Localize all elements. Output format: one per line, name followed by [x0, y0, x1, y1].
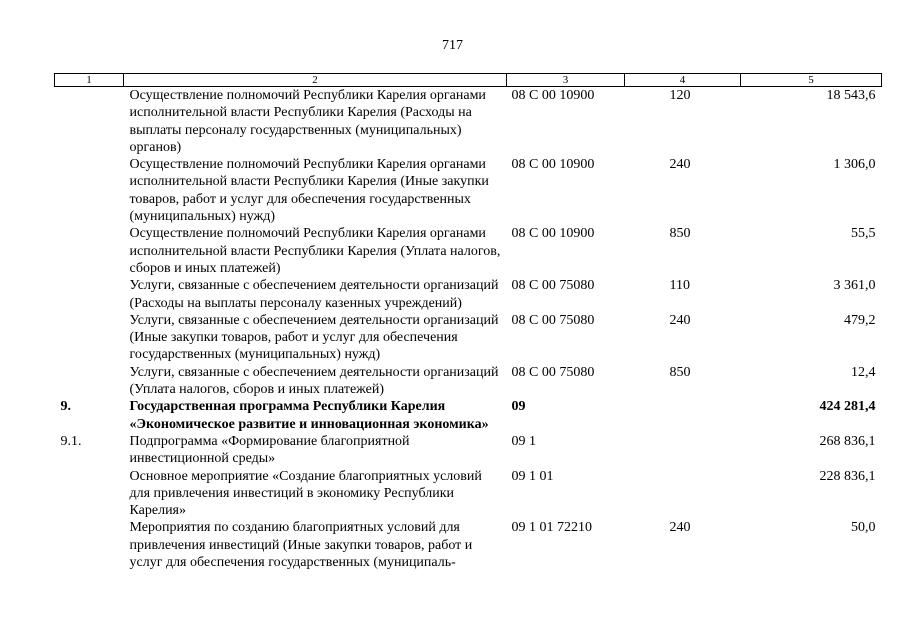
- header-col-3: 3: [507, 74, 625, 87]
- table-row: [55, 156, 882, 225]
- row-amount: 3 361,0: [833, 278, 876, 294]
- table-row: [55, 277, 882, 312]
- table-row: [55, 312, 882, 364]
- header-col-4: 4: [625, 74, 741, 87]
- row-number: [55, 156, 124, 225]
- row-number: [55, 519, 124, 571]
- row-amount: 228 836,1: [819, 468, 876, 484]
- row-name: Подпрограмма «Формирование благоприятной инвестиционной среды»: [129, 433, 410, 467]
- row-type: 850: [669, 364, 691, 380]
- table-body: [55, 87, 882, 572]
- row-number: [55, 277, 124, 312]
- row-number: 9.: [60, 399, 71, 415]
- row-amount: 55,5: [851, 226, 876, 242]
- row-type: 120: [669, 88, 691, 103]
- row-name: Основное мероприятие «Создание благоприятных условий для привлечения инвестиций в экономику Республики Карелия»: [129, 468, 482, 519]
- row-name: Мероприятия по созданию благоприятных условий для привлечения инвестиций (Иные закупки товаров, работ и услуг для обеспечения государственных (муниципаль-: [129, 520, 473, 571]
- row-amount: 424 281,4: [819, 399, 876, 415]
- row-type: [625, 468, 741, 520]
- table-header: [55, 74, 882, 87]
- row-type: [625, 398, 741, 433]
- row-type: 240: [669, 312, 691, 328]
- header-row: [55, 74, 882, 87]
- row-number: [55, 468, 124, 520]
- table-row: [55, 364, 882, 399]
- row-number: [55, 364, 124, 399]
- row-name: Государственная программа Республики Карелия «Экономическое развитие и инновационная экономика»: [129, 399, 489, 432]
- row-name: Осуществление полномочий Республики Карелия органами исполнительной власти Республики Карелия (Расходы на выплаты персоналу государственных (муниципальных) органов): [129, 88, 486, 155]
- table-row: [55, 468, 882, 520]
- row-name: Услуги, связанные с обеспечением деятельности организаций (Иные закупки товаров, работ и услуг для обеспечения государственных (муниципальных) нужд): [129, 312, 499, 363]
- header-col-1: 1: [55, 74, 124, 87]
- row-amount: 12,4: [851, 364, 876, 380]
- row-code: 08 С 00 75080: [511, 312, 595, 328]
- row-amount: 50,0: [851, 520, 876, 536]
- page-number: 717: [442, 38, 463, 53]
- row-amount: 18 543,6: [826, 88, 876, 103]
- row-code: 08 С 00 75080: [511, 278, 595, 294]
- row-code: 09 1 01: [511, 468, 554, 484]
- row-amount: 1 306,0: [833, 157, 876, 173]
- table-row: [55, 398, 882, 433]
- row-name: Осуществление полномочий Республики Карелия органами исполнительной власти Республики Карелия (Иные закупки товаров, работ и услуг для обеспечения государственных (муниципальных) нужд): [129, 157, 489, 225]
- row-name: Услуги, связанные с обеспечением деятельности организаций (Расходы на выплаты персоналу казенных учреждений): [129, 278, 499, 311]
- row-code: 09 1: [511, 433, 536, 449]
- header-col-5: 5: [741, 74, 882, 87]
- table-row: [55, 519, 882, 571]
- table-row: [55, 225, 882, 277]
- header-col-2: 2: [124, 74, 507, 87]
- row-amount: 479,2: [844, 312, 876, 328]
- table-row: [55, 433, 882, 468]
- row-type: 240: [669, 520, 691, 536]
- row-name: Услуги, связанные с обеспечением деятельности организаций (Уплата налогов, сборов и иных платежей): [129, 364, 499, 398]
- row-code: 08 С 00 10900: [511, 88, 595, 103]
- row-amount: 268 836,1: [819, 433, 876, 449]
- row-type: 240: [669, 157, 691, 173]
- row-code: 09: [511, 399, 526, 415]
- row-type: 110: [669, 278, 690, 294]
- row-number: [55, 87, 124, 157]
- row-code: 08 С 00 10900: [511, 226, 595, 242]
- row-name: Осуществление полномочий Республики Карелия органами исполнительной власти Республики Карелия (Уплата налогов, сборов и иных платежей): [129, 226, 501, 276]
- row-code: 08 С 00 10900: [511, 157, 595, 173]
- budget-table: [54, 73, 882, 571]
- row-number: [55, 312, 124, 364]
- row-code: 09 1 01 72210: [511, 520, 592, 536]
- row-type: 850: [669, 226, 691, 242]
- row-number: [55, 225, 124, 277]
- row-number: 9.1.: [60, 433, 82, 449]
- row-type: [625, 433, 741, 468]
- table-row: [55, 87, 882, 157]
- row-code: 08 С 00 75080: [511, 364, 595, 380]
